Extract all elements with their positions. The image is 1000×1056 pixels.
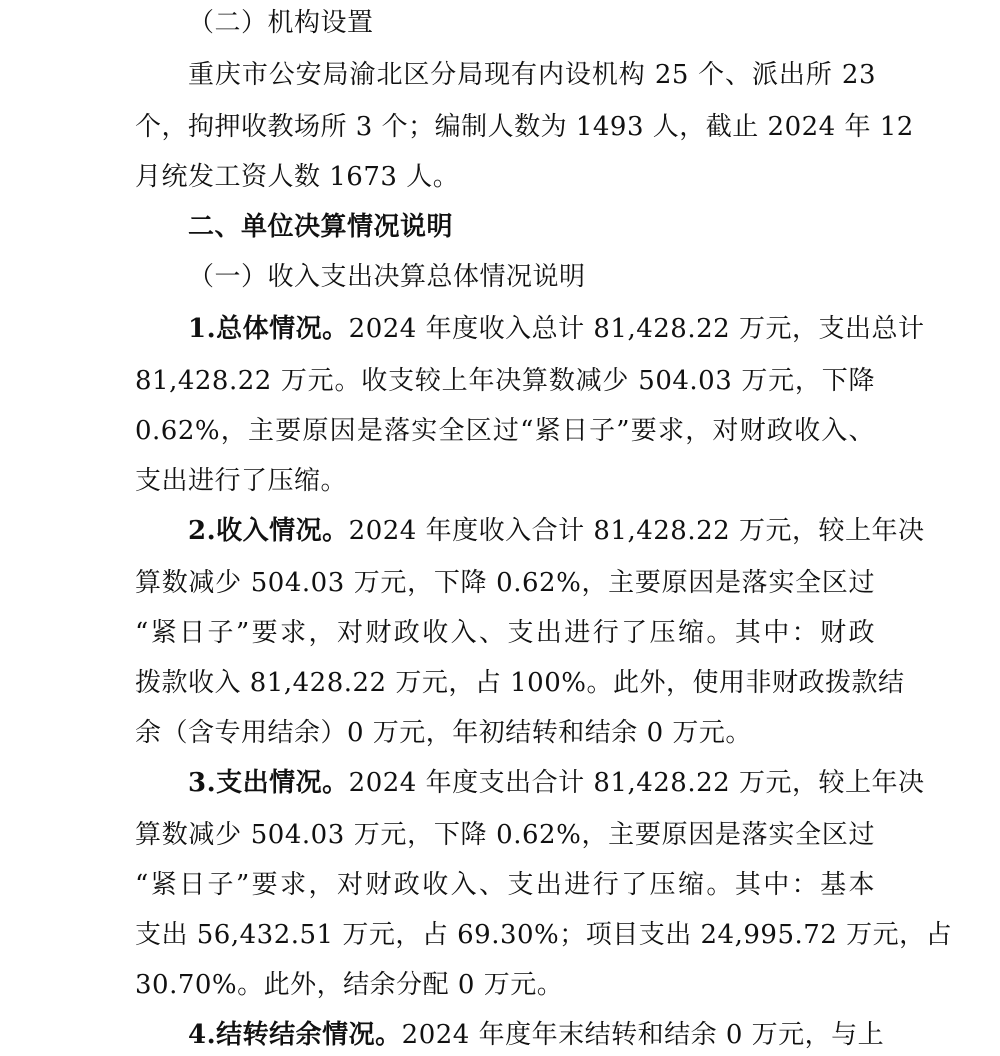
paragraph-first-line <box>188 1018 885 1052</box>
paragraph-lead: 2.收入情况。 <box>188 516 349 546</box>
paragraph-text: 2024 年度收入总计 81,428.22 万元，支出总计 <box>348 314 925 344</box>
paragraph-lead: 3.支出情况。 <box>188 768 349 798</box>
paragraph-text: 2024 年度收入合计 81,428.22 万元，较上年决 <box>348 516 925 546</box>
paragraph-line: 拨款收入 81,428.22 万元，占 100%。此外，使用非财政拨款结 <box>135 668 905 698</box>
section-heading-organization: （二）机构设置 <box>188 8 374 38</box>
paragraph-lead: 1.总体情况。 <box>188 314 349 344</box>
paragraph-text: 2024 年度支出合计 81,428.22 万元，较上年决 <box>348 768 925 798</box>
paragraph-line: 支出进行了压缩。 <box>135 466 348 496</box>
section-heading-budget: 二、单位决算情况说明 <box>188 212 454 242</box>
paragraph-line: 月统发工资人数 1673 人。 <box>135 162 460 192</box>
paragraph-line: 余（含专用结余）0 万元，年初结转和结余 0 万元。 <box>135 718 752 748</box>
paragraph-text: 2024 年度年末结转和结余 0 万元，与上 <box>401 1020 885 1050</box>
paragraph-line: 81,428.22 万元。收支较上年决算数减少 504.03 万元，下降 <box>135 366 875 396</box>
paragraph-line: 30.70%。此外，结余分配 0 万元。 <box>135 970 564 1000</box>
paragraph-line: 0.62%，主要原因是落实全区过“紧日子”要求，对财政收入、 <box>135 416 875 446</box>
paragraph-line: 重庆市公安局渝北区分局现有内设机构 25 个、派出所 23 <box>188 60 876 90</box>
paragraph-lead: 4.结转结余情况。 <box>188 1020 402 1050</box>
paragraph-line: “紧日子”要求，对财政收入、支出进行了压缩。其中：财政 <box>135 618 875 648</box>
paragraph-first-line <box>188 766 925 800</box>
paragraph-line: 个，拘押收教场所 3 个；编制人数为 1493 人，截止 2024 年 12 <box>135 112 914 142</box>
paragraph-line: 支出 56,432.51 万元，占 69.30%；项目支出 24,995.72 万元，占 <box>135 920 953 950</box>
paragraph-line: 算数减少 504.03 万元，下降 0.62%，主要原因是落实全区过 <box>135 820 875 850</box>
paragraph-line: 算数减少 504.03 万元，下降 0.62%，主要原因是落实全区过 <box>135 568 875 598</box>
paragraph-first-line <box>188 312 925 346</box>
paragraph-line: “紧日子”要求，对财政收入、支出进行了压缩。其中：基本 <box>135 870 875 900</box>
subsection-heading: （一）收入支出决算总体情况说明 <box>188 262 586 292</box>
paragraph-first-line <box>188 514 925 548</box>
